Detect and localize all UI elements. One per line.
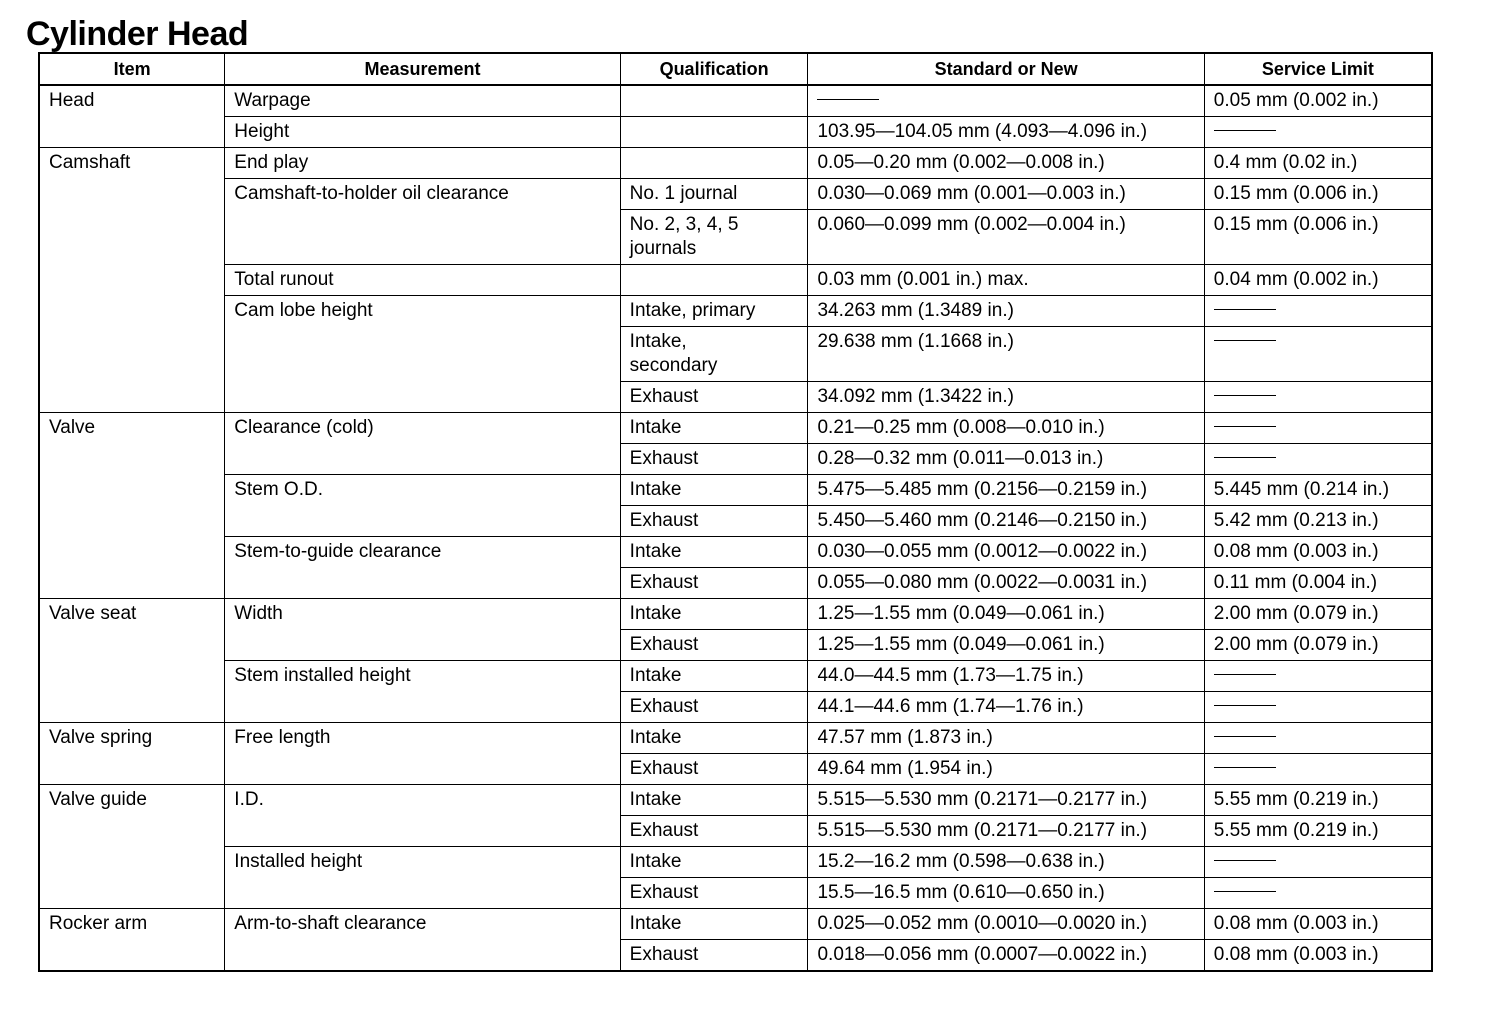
qualification-cell: Exhaust <box>620 692 808 723</box>
dash-mark <box>1214 395 1276 396</box>
qualification-cell: Intake <box>620 599 808 630</box>
standard-cell: 34.263 mm (1.3489 in.) <box>808 296 1204 327</box>
standard-cell: 0.03 mm (0.001 in.) max. <box>808 265 1204 296</box>
limit-cell: 0.04 mm (0.002 in.) <box>1204 265 1432 296</box>
qualification-line: journals <box>629 238 697 259</box>
limit-cell: 2.00 mm (0.079 in.) <box>1204 599 1432 630</box>
qualification-cell: Exhaust <box>620 382 808 413</box>
standard-cell: 5.515—5.530 mm (0.2171—0.2177 in.) <box>808 785 1204 816</box>
qualification-cell: Exhaust <box>620 630 808 661</box>
standard-cell: 0.05—0.20 mm (0.002—0.008 in.) <box>808 148 1204 179</box>
limit-cell <box>1204 878 1432 909</box>
qualification-cell: Exhaust <box>620 816 808 847</box>
limit-cell: 0.08 mm (0.003 in.) <box>1204 940 1432 972</box>
limit-cell <box>1204 296 1432 327</box>
dash-mark <box>1214 705 1276 706</box>
header-service-limit: Service Limit <box>1204 53 1432 85</box>
spec-table <box>38 52 1433 972</box>
limit-cell <box>1204 117 1432 148</box>
limit-cell: 0.05 mm (0.002 in.) <box>1204 85 1432 117</box>
limit-cell <box>1204 847 1432 878</box>
standard-cell: 47.57 mm (1.873 in.) <box>808 723 1204 754</box>
qualification-cell: Exhaust <box>620 568 808 599</box>
qualification-cell <box>620 210 808 265</box>
header-row <box>39 53 1432 85</box>
item-cell: Rocker arm <box>39 909 225 972</box>
item-cell: Valve guide <box>39 785 225 909</box>
measurement-cell: Installed height <box>225 847 620 909</box>
limit-cell: 0.15 mm (0.006 in.) <box>1204 179 1432 210</box>
header-qualification: Qualification <box>620 53 808 85</box>
table-row <box>39 148 1432 179</box>
limit-cell <box>1204 661 1432 692</box>
qualification-cell: Exhaust <box>620 878 808 909</box>
table-row <box>39 661 1432 692</box>
qualification-cell: Intake <box>620 413 808 444</box>
item-cell: Valve spring <box>39 723 225 785</box>
limit-cell <box>1204 692 1432 723</box>
qualification-cell <box>620 85 808 117</box>
qualification-line: No. 2, 3, 4, 5 <box>629 214 739 235</box>
measurement-cell: End play <box>225 148 620 179</box>
item-cell: Camshaft <box>39 148 225 413</box>
limit-cell <box>1204 382 1432 413</box>
standard-cell: 1.25—1.55 mm (0.049—0.061 in.) <box>808 599 1204 630</box>
standard-cell: 5.475—5.485 mm (0.2156—0.2159 in.) <box>808 475 1204 506</box>
table-row <box>39 117 1432 148</box>
measurement-cell: Stem-to-guide clearance <box>225 537 620 599</box>
table-row <box>39 296 1432 327</box>
measurement-cell: Cam lobe height <box>225 296 620 413</box>
measurement-cell: Stem O.D. <box>225 475 620 537</box>
standard-cell: 5.515—5.530 mm (0.2171—0.2177 in.) <box>808 816 1204 847</box>
table-row <box>39 723 1432 754</box>
standard-cell: 5.450—5.460 mm (0.2146—0.2150 in.) <box>808 506 1204 537</box>
measurement-cell: Free length <box>225 723 620 785</box>
standard-cell <box>808 85 1204 117</box>
page-title: Cylinder Head <box>26 15 249 53</box>
standard-cell: 29.638 mm (1.1668 in.) <box>808 327 1204 382</box>
measurement-cell: Stem installed height <box>225 661 620 723</box>
limit-cell: 5.42 mm (0.213 in.) <box>1204 506 1432 537</box>
measurement-cell: Width <box>225 599 620 661</box>
standard-cell: 103.95—104.05 mm (4.093—4.096 in.) <box>808 117 1204 148</box>
qualification-cell: Exhaust <box>620 754 808 785</box>
standard-cell: 15.5—16.5 mm (0.610—0.650 in.) <box>808 878 1204 909</box>
item-cell: Valve seat <box>39 599 225 723</box>
item-cell: Valve <box>39 413 225 599</box>
standard-cell: 0.21—0.25 mm (0.008—0.010 in.) <box>808 413 1204 444</box>
standard-cell: 0.060—0.099 mm (0.002—0.004 in.) <box>808 210 1204 265</box>
measurement-cell: Warpage <box>225 85 620 117</box>
dash-mark <box>1214 340 1276 341</box>
limit-cell: 0.08 mm (0.003 in.) <box>1204 537 1432 568</box>
dash-mark <box>1214 767 1276 768</box>
measurement-cell: I.D. <box>225 785 620 847</box>
limit-cell: 0.4 mm (0.02 in.) <box>1204 148 1432 179</box>
qualification-cell: Intake <box>620 847 808 878</box>
dash-mark <box>1214 130 1276 131</box>
item-cell: Head <box>39 85 225 148</box>
standard-cell: 15.2—16.2 mm (0.598—0.638 in.) <box>808 847 1204 878</box>
measurement-cell: Arm-to-shaft clearance <box>225 909 620 972</box>
dash-mark <box>1214 736 1276 737</box>
limit-cell: 2.00 mm (0.079 in.) <box>1204 630 1432 661</box>
dash-mark <box>817 99 879 100</box>
table-row <box>39 265 1432 296</box>
qualification-cell: Intake <box>620 661 808 692</box>
measurement-cell: Total runout <box>225 265 620 296</box>
qualification-cell: No. 1 journal <box>620 179 808 210</box>
qualification-cell: Intake <box>620 537 808 568</box>
qualification-cell <box>620 327 808 382</box>
dash-mark <box>1214 309 1276 310</box>
standard-cell: 0.025—0.052 mm (0.0010—0.0020 in.) <box>808 909 1204 940</box>
qualification-cell <box>620 117 808 148</box>
limit-cell <box>1204 413 1432 444</box>
dash-mark <box>1214 891 1276 892</box>
qualification-cell: Exhaust <box>620 506 808 537</box>
standard-cell: 44.1—44.6 mm (1.74—1.76 in.) <box>808 692 1204 723</box>
qualification-cell: Intake <box>620 475 808 506</box>
standard-cell: 1.25—1.55 mm (0.049—0.061 in.) <box>808 630 1204 661</box>
standard-cell: 0.055—0.080 mm (0.0022—0.0031 in.) <box>808 568 1204 599</box>
table-row <box>39 909 1432 940</box>
limit-cell: 5.445 mm (0.214 in.) <box>1204 475 1432 506</box>
qualification-cell: Exhaust <box>620 444 808 475</box>
standard-cell: 34.092 mm (1.3422 in.) <box>808 382 1204 413</box>
limit-cell: 0.15 mm (0.006 in.) <box>1204 210 1432 265</box>
qualification-cell <box>620 148 808 179</box>
dash-mark <box>1214 457 1276 458</box>
standard-cell: 44.0—44.5 mm (1.73—1.75 in.) <box>808 661 1204 692</box>
measurement-cell: Height <box>225 117 620 148</box>
qualification-cell: Intake <box>620 785 808 816</box>
table-row <box>39 475 1432 506</box>
qualification-cell: Exhaust <box>620 940 808 972</box>
standard-cell: 0.018—0.056 mm (0.0007—0.0022 in.) <box>808 940 1204 972</box>
limit-cell: 5.55 mm (0.219 in.) <box>1204 785 1432 816</box>
qualification-cell: Intake, primary <box>620 296 808 327</box>
header-standard: Standard or New <box>808 53 1204 85</box>
header-measurement: Measurement <box>225 53 620 85</box>
dash-mark <box>1214 426 1276 427</box>
table-row <box>39 785 1432 816</box>
qualification-cell: Intake <box>620 723 808 754</box>
standard-cell: 49.64 mm (1.954 in.) <box>808 754 1204 785</box>
limit-cell: 5.55 mm (0.219 in.) <box>1204 816 1432 847</box>
standard-cell: 0.28—0.32 mm (0.011—0.013 in.) <box>808 444 1204 475</box>
limit-cell <box>1204 327 1432 382</box>
qualification-cell: Intake <box>620 909 808 940</box>
measurement-cell: Camshaft-to-holder oil clearance <box>225 179 620 265</box>
table-row <box>39 179 1432 210</box>
table-row <box>39 537 1432 568</box>
limit-cell <box>1204 754 1432 785</box>
limit-cell: 0.11 mm (0.004 in.) <box>1204 568 1432 599</box>
table-row <box>39 847 1432 878</box>
dash-mark <box>1214 860 1276 861</box>
table-row <box>39 413 1432 444</box>
qualification-line: Intake, <box>629 331 687 352</box>
limit-cell <box>1204 723 1432 754</box>
limit-cell: 0.08 mm (0.003 in.) <box>1204 909 1432 940</box>
qualification-line: secondary <box>629 355 718 376</box>
table-row <box>39 599 1432 630</box>
qualification-cell <box>620 265 808 296</box>
header-item: Item <box>39 53 225 85</box>
table-row <box>39 85 1432 117</box>
measurement-cell: Clearance (cold) <box>225 413 620 475</box>
limit-cell <box>1204 444 1432 475</box>
standard-cell: 0.030—0.055 mm (0.0012—0.0022 in.) <box>808 537 1204 568</box>
dash-mark <box>1214 674 1276 675</box>
standard-cell: 0.030—0.069 mm (0.001—0.003 in.) <box>808 179 1204 210</box>
